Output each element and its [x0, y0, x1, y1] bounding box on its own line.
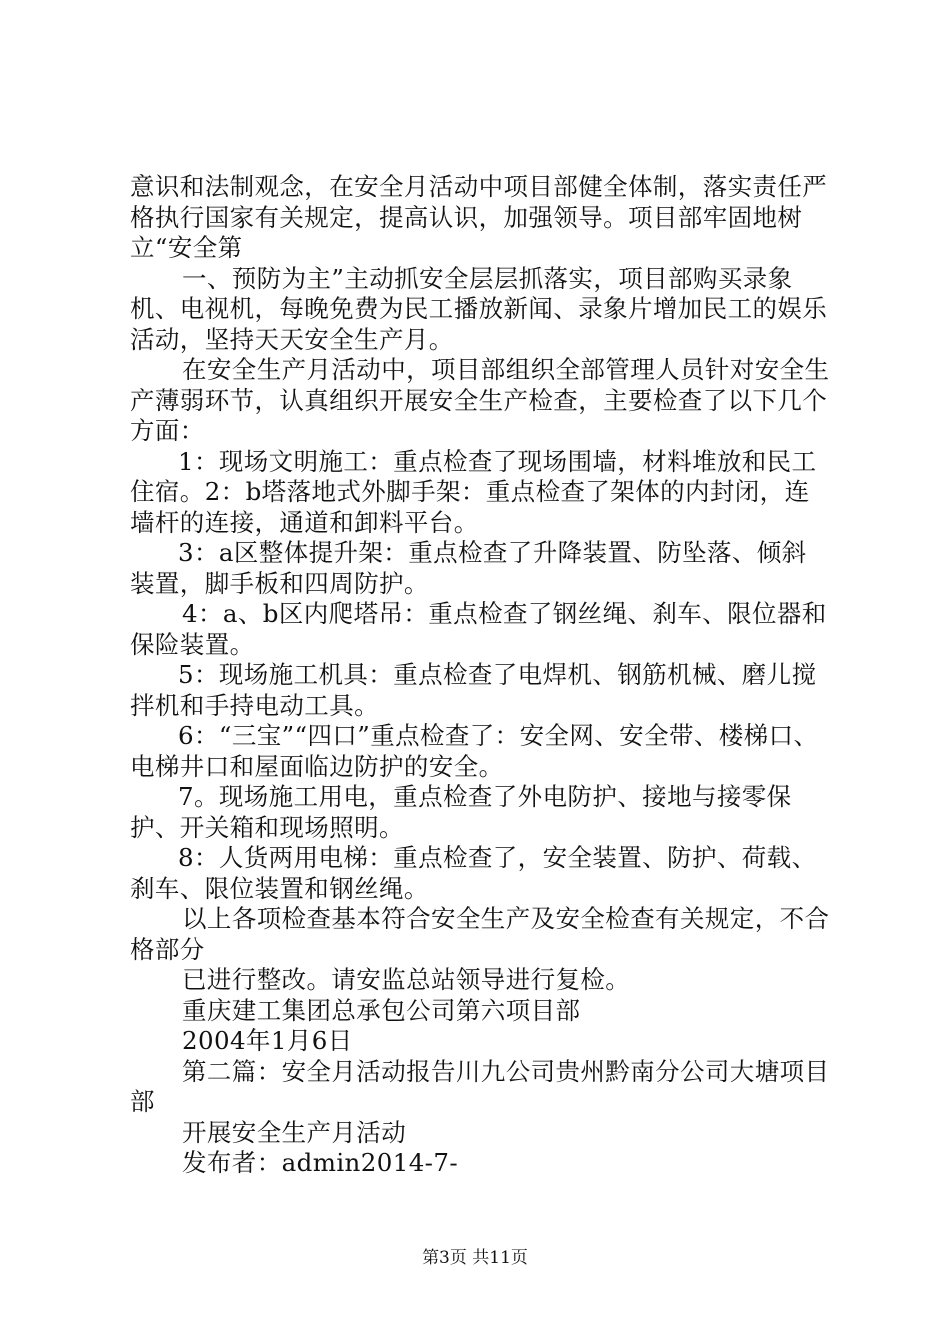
paragraph-11: 以上各项检查基本符合安全生产及安全检查有关规定，不合格部分	[130, 904, 830, 964]
paragraph-4: 1：现场文明施工：重点检查了现场围墙，材料堆放和民工住宿。2：b塔落地式外脚手架：重点检查了架体的内封闭，连墙杆的连接，通道和卸料平台。	[130, 446, 817, 537]
section-subheading: 开展安全生产月活动	[182, 1117, 407, 1147]
paragraph-9: 7。现场施工用电，重点检查了外电防护、接地与接零保护、开关箱和现场照明。	[130, 782, 792, 842]
paragraph-8: 6：“三宝”“四口”重点检查了：安全网、安全带、楼梯口、电梯井口和屋面临边防护的安全。	[130, 721, 819, 781]
publisher-line: 发布者：admin2014-7-	[182, 1148, 459, 1177]
paragraph-1: 意识和法制观念，在安全月活动中项目部健全体制，落实责任严格执行国家有关规定，提高认识，加强领导。项目部牢固地树立“安全第	[130, 172, 828, 262]
section-heading: 第二篇：安全月活动报告川九公司贵州黔南分公司大塘项目部	[130, 1056, 830, 1116]
paragraph-5: 3：a区整体提升架：重点检查了升降装置、防坠落、倾斜装置，脚手板和四周防护。	[130, 538, 807, 598]
paragraph-10: 8：人货两用电梯：重点检查了，安全装置、防护、荷载、刹车、限位装置和钢丝绳。	[130, 843, 817, 903]
document-body	[130, 172, 830, 1179]
paragraph-7: 5：现场施工机具：重点检查了电焊机、钢筋机械、磨儿搅拌机和手持电动工具。	[130, 660, 817, 720]
page-number-footer: 第3页 共11页	[422, 1248, 528, 1268]
paragraph-12: 已进行整改。请安监总站领导进行复检。	[182, 965, 631, 994]
signature-org: 重庆建工集团总承包公司第六项目部	[182, 995, 581, 1025]
paragraph-6: 4：a、b区内爬塔吊：重点检查了钢丝绳、刹车、限位器和保险装置。	[130, 599, 827, 659]
paragraph-2: 一、预防为主”主动抓安全层层抓落实，项目部购买录象机、电视机，每晚免费为民工播放新闻、录象片增加民工的娱乐活动，坚持天天安全生产月。	[130, 263, 828, 354]
signature-date: 2004年1月6日	[182, 1026, 353, 1055]
paragraph-3: 在安全生产月活动中，项目部组织全部管理人员针对安全生产薄弱环节，认真组织开展安全生产检查，主要检查了以下几个方面：	[130, 355, 830, 445]
